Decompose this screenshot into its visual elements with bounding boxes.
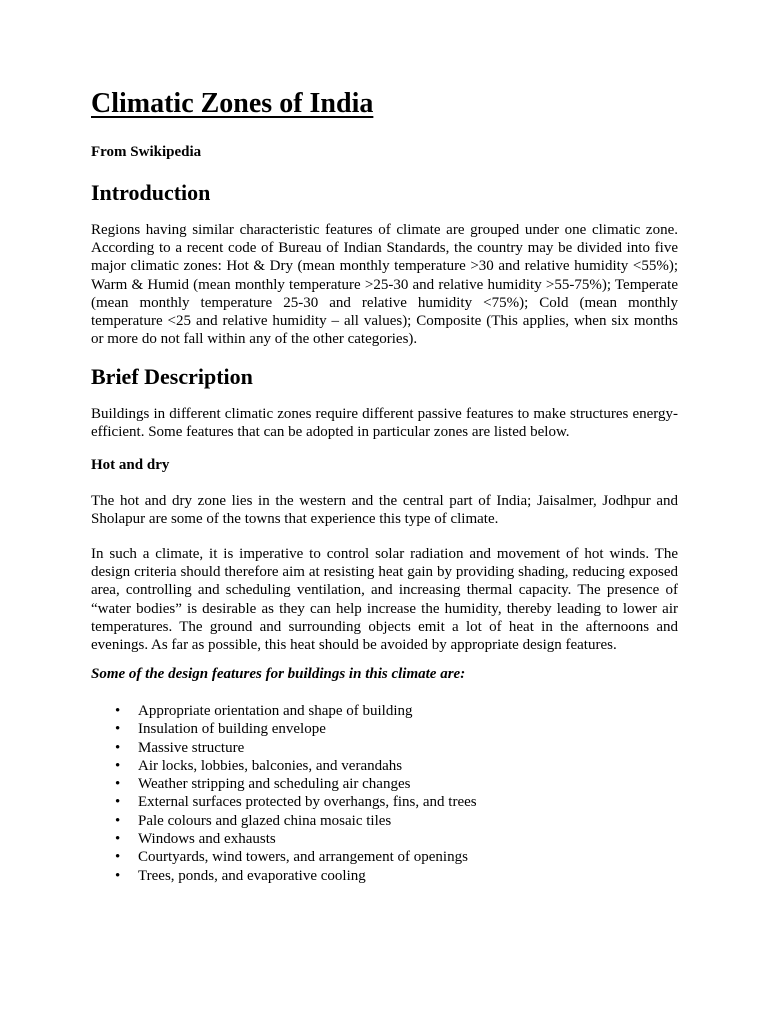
hot-dry-paragraph-1: The hot and dry zone lies in the western and the central part of India; Jaisalmer, Jodhpur and Sholapur are some of the towns that experience this type of climate.	[91, 493, 678, 528]
bullet-icon: •	[115, 831, 121, 848]
list-item: • External surfaces protected by overhangs, fins, and trees	[115, 794, 477, 811]
list-item: • Massive structure	[115, 739, 245, 756]
brief-description-paragraph: Buildings in different climatic zones require different passive features to make structures energy-efficient. Some features that can be adopted in particular zones are listed below.	[91, 406, 678, 441]
source-line: From Swikipedia	[91, 144, 202, 160]
list-item: • Trees, ponds, and evaporative cooling	[115, 867, 366, 884]
design-features-list	[91, 702, 477, 885]
page-title: Climatic Zones of India	[91, 88, 374, 119]
bullet-icon: •	[115, 776, 121, 793]
bullet-icon: •	[115, 867, 121, 884]
introduction-heading: Introduction	[91, 180, 211, 205]
bullet-icon: •	[115, 703, 121, 719]
design-features-heading: Some of the design features for buildings in this climate are:	[91, 666, 466, 682]
bullet-icon: •	[115, 812, 121, 829]
bullet-icon: •	[115, 757, 121, 774]
list-item: • Windows and exhausts	[115, 831, 276, 848]
hot-dry-paragraph-2: In such a climate, it is imperative to control solar radiation and movement of hot winds. The design criteria should therefore aim at resisting heat gain by providing shading, reducing exposed area, controlling and scheduling ventilation, and increasing thermal capacity. The presence of “water bodies” is desirable as they can help increase the humidity, thereby leading to lower air temperatures. The ground and surrounding objects emit a lot of heat in the afternoons and evenings. As far as possible, this heat should be avoided by appropriate design features.	[91, 546, 678, 654]
introduction-paragraph: Regions having similar characteristic features of climate are grouped under one climatic zone. According to a recent code of Bureau of Indian Standards, the country may be divided into five major climatic zones: Hot & Dry (mean monthly temperature >30 and relative humidity <55%); Warm & Humid (mean monthly temperature >25-30 and relative humidity >55-75%); Temperate (mean monthly temperature 25-30 and relative humidity <75%); Cold (mean monthly temperature <25 and relative humidity – all values); Composite (This applies, when six months or more do not fall within any of the other categories).	[91, 222, 678, 348]
bullet-icon: •	[115, 794, 121, 811]
bullet-icon: •	[115, 849, 121, 866]
hot-dry-heading: Hot and dry	[91, 457, 170, 473]
brief-description-heading: Brief Description	[91, 364, 253, 389]
bullet-icon: •	[115, 739, 121, 756]
list-item: • Weather stripping and scheduling air changes	[115, 776, 411, 793]
list-item: • Pale colours and glazed china mosaic tiles	[115, 812, 392, 829]
bullet-icon: •	[115, 721, 121, 738]
list-item: • Air locks, lobbies, balconies, and verandahs	[115, 757, 403, 774]
list-item: • Appropriate orientation and shape of building	[115, 703, 413, 719]
list-item: • Courtyards, wind towers, and arrangement of openings	[115, 849, 468, 866]
list-item: • Insulation of building envelope	[115, 721, 326, 738]
